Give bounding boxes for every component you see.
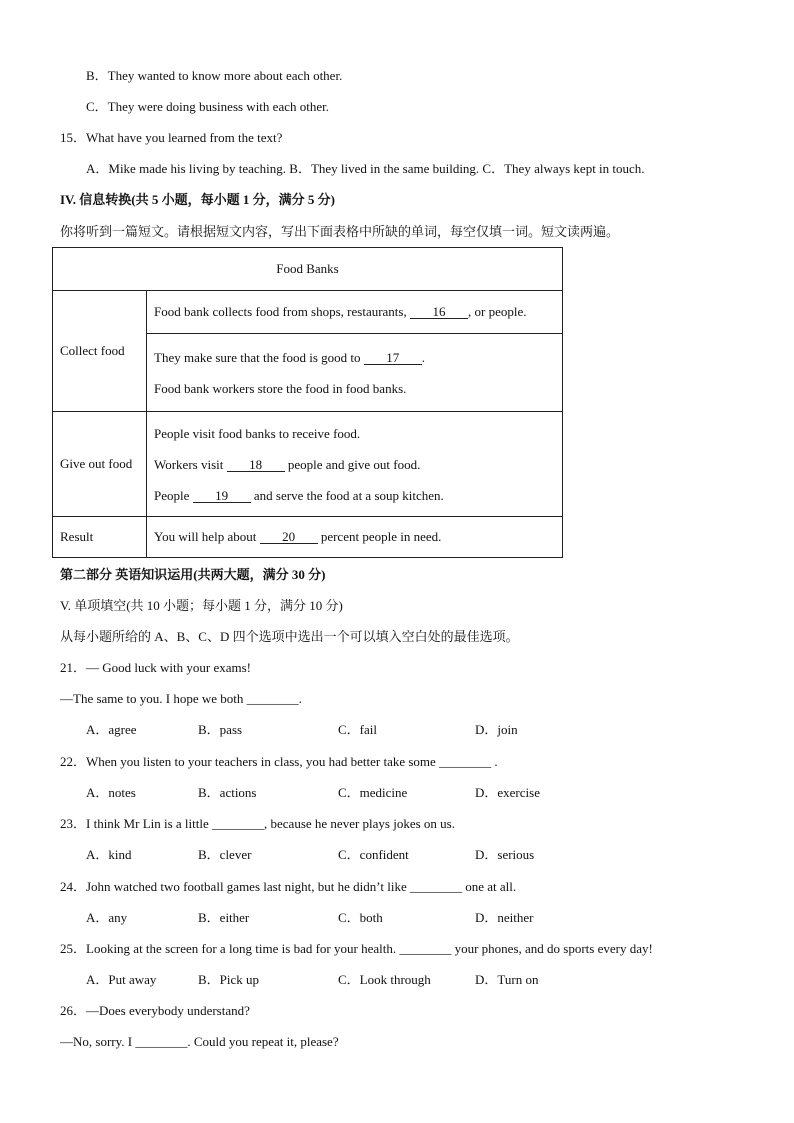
option-b: B．pass	[198, 722, 243, 737]
answer-blank-17: 17	[364, 351, 422, 365]
table-cell	[147, 291, 563, 334]
cell-text	[154, 529, 441, 544]
question-24: 24．John watched two football games last night, but he didn’t like ________ one at all.	[60, 879, 517, 894]
q14-option-b: B．They wanted to know more about each other.	[86, 68, 343, 83]
cell-line: Food bank workers store the food in food banks.	[154, 380, 407, 396]
text-after: , or people.	[467, 304, 527, 319]
q14-option-c: C．They were doing business with each other.	[86, 99, 329, 114]
question-21-line1: 21．— Good luck with your exams!	[60, 660, 252, 675]
option-c: C．Look through	[338, 972, 431, 987]
cell-text	[154, 304, 526, 319]
option-a: A．any	[86, 910, 128, 925]
part2-title: 第二部分 英语知识运用(共两大题，满分 30 分)	[60, 567, 326, 582]
text-before: Workers visit	[154, 456, 227, 472]
option-a: A．kind	[86, 847, 132, 862]
option-a: A．agree	[86, 722, 137, 737]
cell-line	[154, 480, 562, 511]
text-before: They make sure that the food is good to	[154, 349, 364, 365]
question-22: 22．When you listen to your teachers in class, you had better take some ________ .	[60, 754, 498, 769]
section5-title: V. 单项填空(共 10 小题；每小题 1 分，满分 10 分)	[60, 598, 343, 613]
cell-line: People visit food banks to receive food.	[154, 425, 361, 441]
row-head-collect: Collect food	[53, 291, 147, 412]
option-d: D．join	[475, 722, 518, 737]
table-cell	[147, 517, 563, 558]
question-21-line2: —The same to you. I hope we both ________.	[60, 691, 302, 706]
option-b: B．actions	[198, 785, 257, 800]
text-after: people and give out food.	[284, 456, 421, 472]
option-d: D．neither	[475, 910, 534, 925]
answer-blank-18: 18	[227, 458, 285, 472]
option-c: C．confident	[338, 847, 409, 862]
option-b: B．clever	[198, 847, 252, 862]
table-cell	[147, 334, 563, 412]
option-d: D．serious	[475, 847, 535, 862]
text-after: .	[421, 349, 426, 365]
section4-title: IV. 信息转换(共 5 小题，每小题 1 分，满分 5 分)	[60, 192, 335, 207]
text-before: Food bank collects food from shops, restaurants,	[154, 304, 410, 319]
option-a: A．Put away	[86, 972, 157, 987]
answer-blank-16: 16	[410, 305, 468, 319]
option-d: D．Turn on	[475, 972, 539, 987]
answer-blank-19: 19	[193, 489, 251, 503]
text-before: You will help about	[154, 529, 260, 544]
question-25: 25．Looking at the screen for a long time is bad for your health. ________ your phones, and do sports every day!	[60, 941, 653, 956]
cell-line	[154, 449, 562, 480]
answer-blank-20: 20	[260, 530, 318, 544]
option-b: B．either	[198, 910, 250, 925]
table-title: Food Banks	[53, 248, 563, 291]
question-26-line1: 26．—Does everybody understand?	[60, 1003, 250, 1018]
row-head-result: Result	[53, 517, 147, 558]
option-a: A．notes	[86, 785, 136, 800]
text-after: and serve the food at a soup kitchen.	[250, 487, 444, 503]
text-after: percent people in need.	[317, 529, 442, 544]
option-b: B．Pick up	[198, 972, 260, 987]
question-23: 23．I think Mr Lin is a little ________, because he never plays jokes on us.	[60, 816, 455, 831]
option-c: C．medicine	[338, 785, 408, 800]
option-c: C．both	[338, 910, 383, 925]
food-banks-table	[52, 247, 563, 558]
q15-options: A．Mike made his living by teaching. B．They lived in the same building. C．They always kept in touch.	[86, 161, 645, 176]
text-before: People	[154, 487, 193, 503]
option-c: C．fail	[338, 722, 377, 737]
section5-instruction: 从每小题所给的 A、B、C、D 四个选项中选出一个可以填入空白处的最佳选项。	[60, 629, 519, 644]
option-d: D．exercise	[475, 785, 540, 800]
table-cell	[147, 412, 563, 517]
row-head-give-out: Give out food	[53, 412, 147, 517]
q15-question: 15．What have you learned from the text?	[60, 130, 283, 145]
cell-line	[154, 342, 562, 373]
question-26-line2: —No, sorry. I ________. Could you repeat it, please?	[60, 1034, 339, 1049]
section4-instruction: 你将听到一篇短文。请根据短文内容，写出下面表格中所缺的单词，每空仅填一词。短文读两遍。	[60, 224, 620, 239]
